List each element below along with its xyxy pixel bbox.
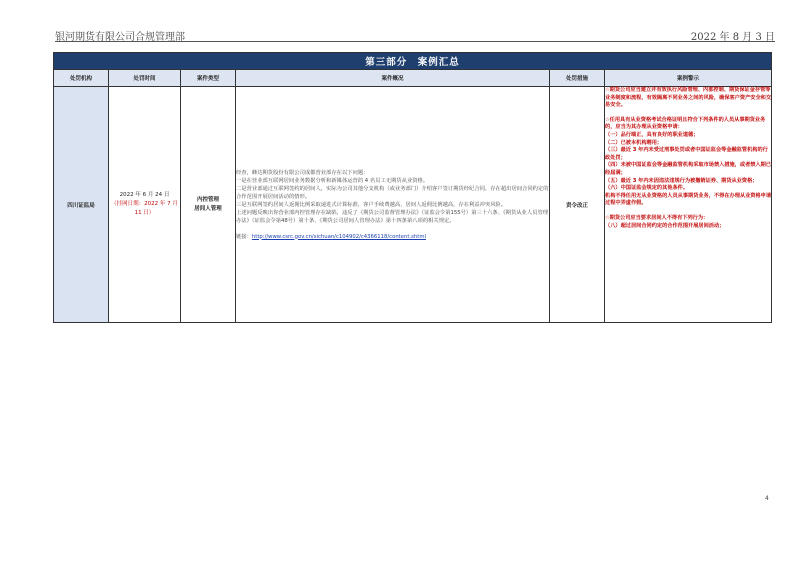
summary-paragraph: 上述问题反映出你营业部内控管理存在缺陷，违反了《期货公司监督管理办法》（证监会令第155号）第三十六条、《期货从业人员管理办法》（证监会令第48号）第十条、《期货公司居间人管理办法》第十四条第八项的相关规定。 [236,209,549,224]
source-link-line [236,233,549,241]
warning-block-internal-control [605,87,771,110]
warning-cell [605,87,772,323]
warning-line: ☆期货公司应当要求居间人不得有下列行为： [605,214,709,221]
agency-cell: 四川证监局 [54,87,109,323]
warning-line: （二）已被本机构聘用； [605,139,663,146]
link-label: 链接： [236,233,252,240]
page-header [55,28,775,42]
table-row [54,87,772,323]
summary-paragraph: 三是互联网签约居间人返佣比例采取递进式计算标准，客户手续费越高，居间人返佣比例越高，存在利益冲突风险。 [236,201,507,208]
warning-block-intermediary [605,215,771,230]
table-header-row [54,70,772,87]
summary-paragraph: 经查，蜂达期货股份有限公司成都营业部存在以下问题： [236,169,369,176]
table-title-row [54,53,772,70]
publish-date: （挂网日期：2022 年 7 月 11 日） [111,201,178,216]
warning-line: （八）超过居间合同约定的合作范围开展居间活动； [605,222,725,229]
measure-cell: 责令改正 [550,87,605,323]
company-department: 银河期货有限公司合规管理部 [55,32,185,43]
warning-block-qualification [605,117,771,208]
date-cell [109,87,181,323]
source-link[interactable]: http://www.csrc.gov.cn/sichuan/c104902/c4366118/content.shtml [251,233,426,240]
warning-line: （六）中国证监会规定的其他条件。 [605,185,689,192]
col-type-header: 案件类型 [181,70,236,87]
header-date: 2022 年 8 月 3 日 [690,32,775,43]
page-number: 4 [765,495,769,502]
warning-line: （四）未被中国证监会等金融监管机构采取市场禁入措施，或者禁入期已经届满； [605,162,772,176]
col-agency-header: 处罚机构 [54,70,109,87]
warning-line: ☆期货公司应当建立并有效执行风险管理、内部控制、期货保证金存管等业务制度和流程，有效隔离不同业务之间的风险，确保客户资产安全和交易安全。 [605,87,772,109]
case-summary-cell [236,87,550,323]
warning-line: （五）最近 3 年内未因违法违规行为被撤销证券、期货从业资格； [605,177,758,184]
header-rule [55,41,775,42]
col-date-header: 处罚时间 [109,70,181,87]
case-summary-table [53,52,772,323]
warning-line: （三）最近 3 年内未受过刑事处罚或者中国证监会等金融监管机构的行政处罚； [605,147,768,161]
summary-paragraph: 一是在营业部互联网居间业务数据分析和新媒体运营的 4 名员工无期货从业资格。 [236,177,429,184]
warning-line: 机构不得任用无从业资格的人员从事期货业务，不得在办理从业资格申请过程中弄虚作假。 [605,192,772,207]
summary-paragraphs [236,169,549,225]
summary-paragraph: 二是营业部通过互联网签约的居间人，实际为公司其他分支机构（或业务部门）介绍客户签订期货经纪合同，存在超出居间合同约定的合作范围开展居间活动的情形。 [236,185,549,200]
warning-line: （一）品行端正，具有良好的职业道德； [605,131,699,138]
col-summary-header: 案件概况 [236,70,550,87]
penalty-date: 2022 年 6 月 24 日 [119,192,170,198]
col-measure-header: 处罚措施 [550,70,605,87]
case-type-cell: 内控管理 居间人管理 [181,87,236,323]
table-title: 第三部分 案例汇总 [54,53,772,70]
warning-line: ☆任用具有从业资格考试合格证明且符合下列条件的人员从事期货业务的，应当为其办理从业资格申请： [605,116,766,131]
col-warning-header: 案例警示 [605,70,772,87]
